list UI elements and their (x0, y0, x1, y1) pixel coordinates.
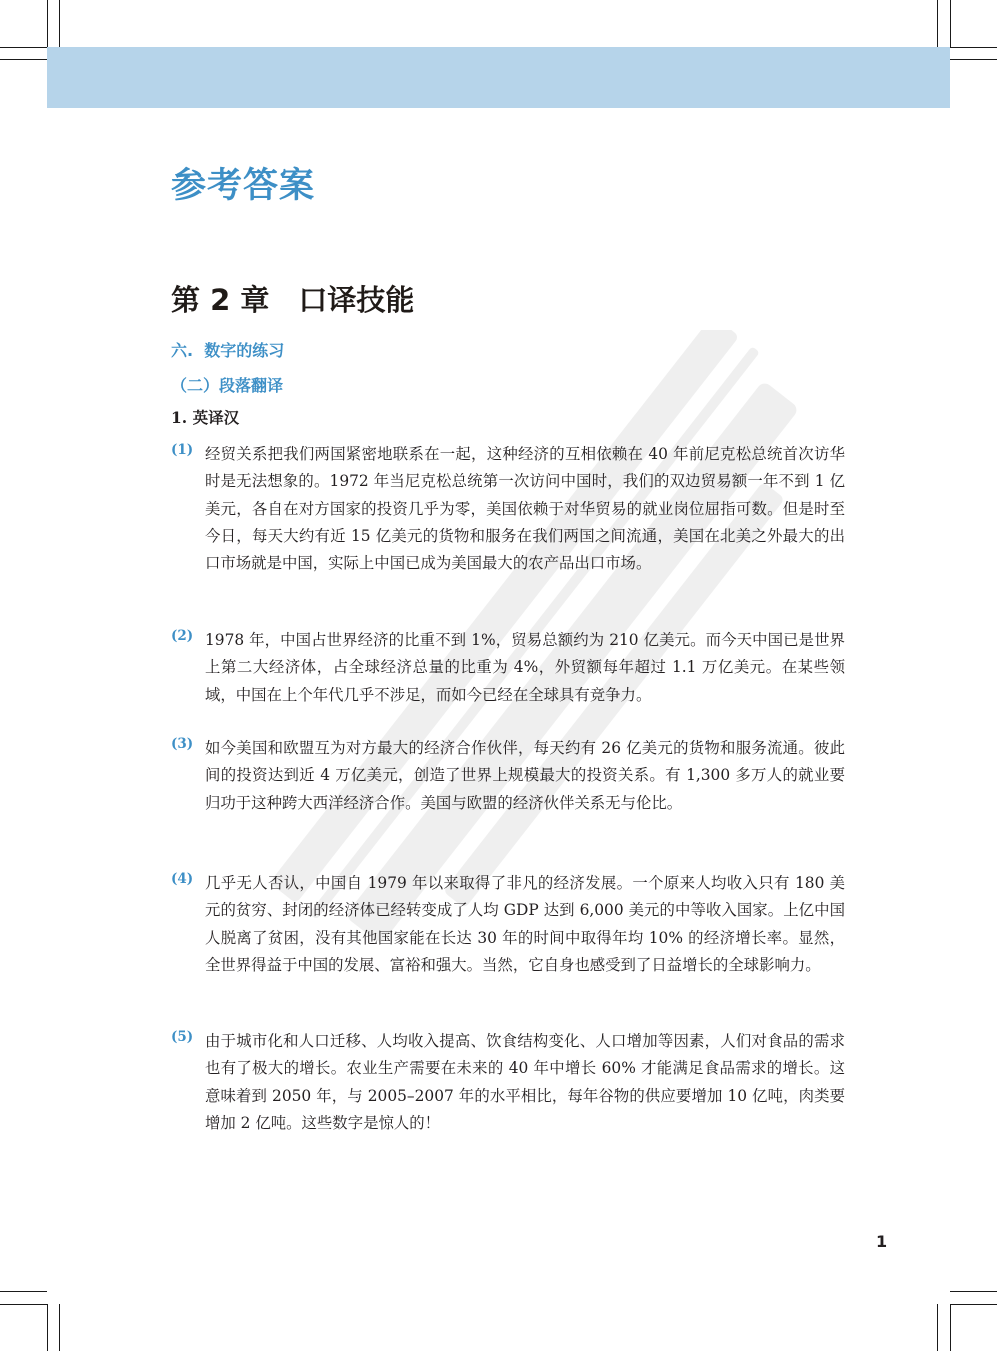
subheading-paragraph-translation: （二）段落翻译 (171, 376, 284, 395)
crop-mark (950, 0, 951, 47)
section-title: 参考答案 (171, 166, 316, 206)
item-number: (5) (171, 1029, 194, 1045)
crop-mark (937, 0, 938, 47)
crop-mark (950, 59, 997, 60)
subheading-exercise: 六. 数字的练习 (171, 341, 285, 360)
crop-mark (937, 1304, 938, 1351)
item-text: 经贸关系把我们两国紧密地联系在一起，这种经济的互相依赖在 40 年前尼克松总统首次访华时是无法想象的。1972 年当尼克松总统第一次访问中国时，我们的双边贸易额一年不到 1 亿美元，各自在对方国家的投资几乎为零，美国依赖于对华贸易的就业岗位屈指可数。但是时至今日，每天大约有近 15 亿美元的货物和服务在我们两国之间流通，美国在北美之外最大的出口市场就是中国，实际上中国已成为美国最大的农产品出口市场。 (205, 445, 845, 573)
crop-mark (950, 1291, 997, 1292)
subsection-title: 1. 英译汉 (171, 408, 240, 427)
crop-mark (59, 1304, 60, 1351)
item-number: (2) (171, 628, 194, 644)
page-number: 1 (876, 1232, 888, 1251)
item-text: 由于城市化和人口迁移、人均收入提高、饮食结构变化、人口增加等因素，人们对食品的需求也有了极大的增长。农业生产需要在未来的 40 年中增长 60% 才能满足食品需求的增长。这意味着到 2050 年，与 2005–2007 年的水平相比，每年谷物的供应要增加 10 亿吨，肉类要增加 2 亿吨。这些数字是惊人的！ (205, 1032, 845, 1132)
item-text: 1978 年，中国占世界经济的比重不到 1%，贸易总额约为 210 亿美元。而今天中国已是世界上第二大经济体，占全球经济总量的比重为 4%，外贸额每年超过 1.1 万亿美元。在某些领域，中国在上个年代几乎不涉足，而如今已经在全球具有竞争力。 (205, 631, 845, 704)
item-number: (1) (171, 442, 194, 458)
chapter-title: 第 2 章 口译技能 (171, 283, 415, 317)
crop-mark (0, 59, 47, 60)
crop-mark (0, 47, 47, 48)
item-number: (4) (171, 871, 194, 887)
item-number: (3) (171, 736, 194, 752)
crop-mark (0, 1291, 47, 1292)
crop-mark (47, 1304, 48, 1351)
crop-mark (950, 47, 997, 48)
header-band (47, 47, 950, 108)
item-text: 几乎无人否认，中国自 1979 年以来取得了非凡的经济发展。一个原来人均收入只有 180 美元的贫穷、封闭的经济体已经转变成了人均 GDP 达到 6,000 美元的中等收入国家。上亿中国人脱离了贫困，没有其他国家能在长达 30 年的时间中取得年均 10% 的经济增长率。显然，全世界得益于中国的发展、富裕和强大。当然，它自身也感受到了日益增长的全球影响力。 (205, 874, 845, 974)
crop-mark (0, 1304, 47, 1305)
crop-mark (950, 1304, 951, 1351)
crop-mark (950, 1304, 997, 1305)
crop-mark (59, 0, 60, 47)
item-text: 如今美国和欧盟互为对方最大的经济合作伙伴，每天约有 26 亿美元的货物和服务流通。彼此间的投资达到近 4 万亿美元，创造了世界上规模最大的投资关系。有 1,300 多万人的就业要归功于这种跨大西洋经济合作。美国与欧盟的经济伙伴关系无与伦比。 (205, 739, 845, 812)
crop-mark (47, 0, 48, 47)
